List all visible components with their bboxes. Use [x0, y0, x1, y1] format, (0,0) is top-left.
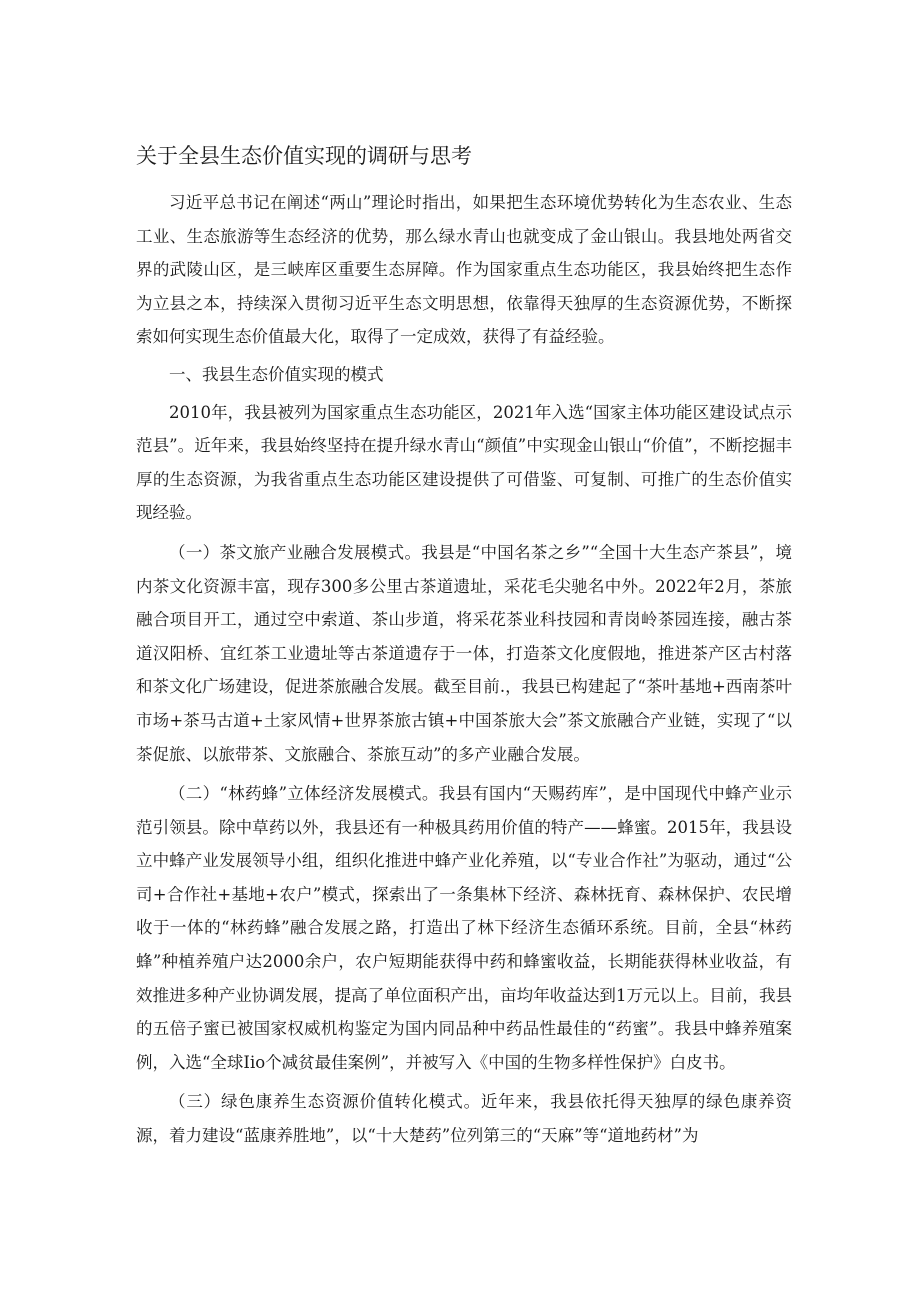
section-heading: 一、我县生态价值实现的模式	[169, 364, 384, 384]
document-title: 关于全县生态价值实现的调研与思考	[136, 144, 472, 168]
item-tea-paragraph: （一）茶文旅产业融合发展模式。我县是“中国名茶之乡”“全国十大生态产茶县”，境内茶文化资源丰富，现存300多公里古茶道遗址，采花毛尖驰名中外。2022年2月，茶旅融合项目开工，通过空中索道、茶山步道，将采花茶业科技园和青岗岭茶园连接，融古茶道汉阳桥、宜红茶工业遗址等古茶道遗存于一体，打造茶文化度假地，推进茶产区古村落和茶文化广场建设，促进茶旅融合发展。截至目前.，我县已构建起了“茶叶基地+西南茶叶市场+茶马古道+土家风情+世界茶旅古镇+中国茶旅大会”茶文旅融合产业链，实现了“以茶促旅、以旅带茶、文旅融合、茶旅互动”的多产业融合发展。	[136, 542, 792, 764]
section-paragraph: 2010年，我县被列为国家重点生态功能区，2021年入选“国家主体功能区建设试点示范县”。近年来，我县始终坚持在提升绿水青山“颜值”中实现金山银山“价值”，不断挖掘丰厚的生态资源，为我省重点生态功能区建设提供了可借鉴、可复制、可推广的生态价值实现经验。	[136, 402, 792, 523]
document-page	[136, 136, 792, 1153]
intro-paragraph: 习近平总书记在阐述“两山”理论时指出，如果把生态环境优势转化为生态农业、生态工业、生态旅游等生态经济的优势，那么绿水青山也就变成了金山银山。我县地处两省交界的武陵山区，是三峡库区重要生态屏障。作为国家重点生态功能区，我县始终把生态作为立县之本，持续深入贯彻习近平生态文明思想，依靠得天独厚的生态资源优势，不断探索如何实现生态价值最大化，取得了一定成效，获得了有益经验。	[136, 193, 792, 347]
item-forest-paragraph: （二）“林药蜂”立体经济发展模式。我县有国内“天赐药库”，是中国现代中蜂产业示范引领县。除中草药以外，我县还有一种极具药用价值的特产——蜂蜜。2015年，我县设立中蜂产业发展领导小组，组织化推进中蜂产业化养殖，以“专业合作社”为驱动，通过“公司+合作社+基地+农户”模式，探索出了一条集林下经济、森林抚育、森林保护、农民增收于一体的“林药蜂”融合发展之路，打造出了林下经济生态循环系统。目前，全县“林药蜂”种植养殖户达2000余户，农户短期能获得中药和蜂蜜收益，长期能获得林业收益，有效推进多种产业协调发展，提高了单位面积产出，亩均年收益达到1万元以上。目前，我县的五倍子蜜已被国家权威机构鉴定为国内同品种中药品性最佳的“药蜜”。我县中蜂养殖案例，入选“全球Iio个减贫最佳案例”，并被写入《中国的生物多样性保护》白皮书。	[136, 784, 792, 1072]
item-health-paragraph: （三）绿色康养生态资源价值转化模式。近年来，我县依托得天独厚的绿色康养资源，着力建设“蓝康养胜地”，以“十大楚药”位列第三的“天麻”等“道地药材”为	[136, 1092, 792, 1146]
